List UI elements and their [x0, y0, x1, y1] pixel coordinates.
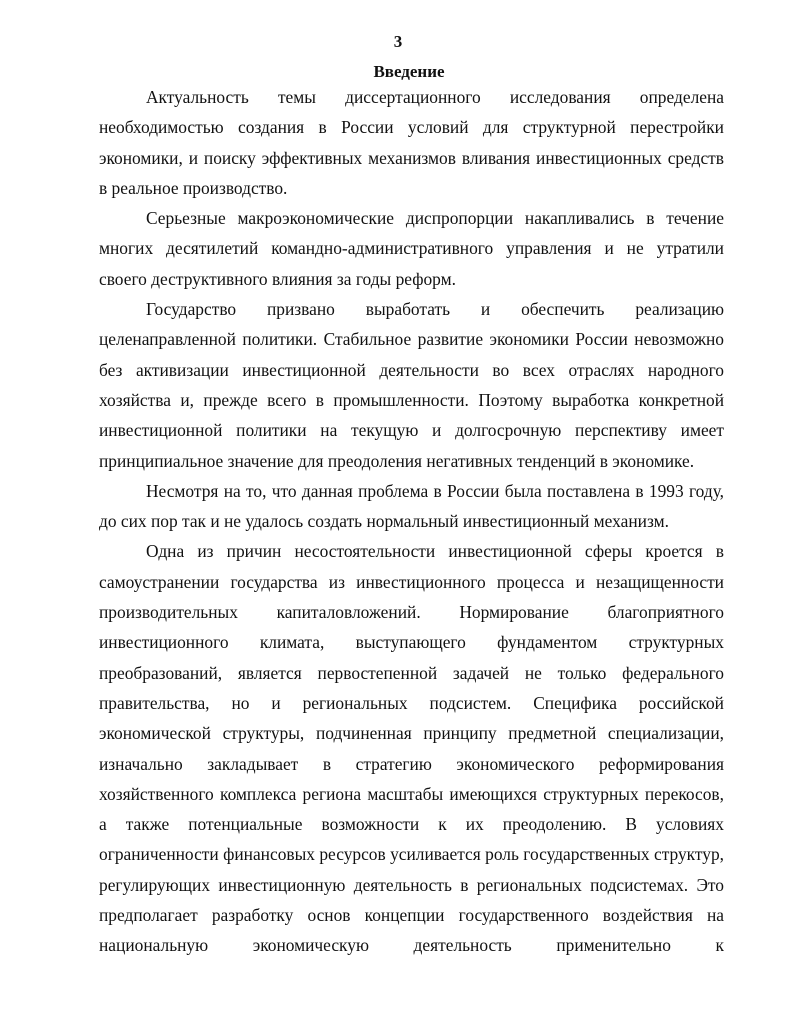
- body-text: [99, 82, 724, 961]
- paragraph-problem-1993: Несмотря на то, что данная проблема в России была поставлена в 1993 году, до сих пор так и не удалось создать нормальный инвестиционный механизм.: [99, 480, 724, 532]
- paragraph-relevance: Актуальность темы диссертационного исследования определена необходимостью создания в России условий для структурной перестройки экономики, и поиску эффективных механизмов вливания инвестиционных средств в реальное производство.: [99, 87, 724, 198]
- paragraph-state-policy: Государство призвано выработать и обеспечить реализацию целенаправленной политики. Стабильное развитие экономики России невозможно без активизации инвестиционной деятельности во всех отраслях народного хозяйства и, прежде всего в промышленности. Поэтому выработка конкретной инвестиционной политики на текущую и долгосрочную перспективу имеет принципиальное значение для преодоления негативных тенденций в экономике.: [99, 299, 724, 471]
- paragraph-investment-sphere: Одна из причин несостоятельности инвестиционной сферы кроется в самоустранении государства из инвестиционного процесса и незащищенности производительных капиталовложений. Нормирование благоприятного инвестиционного климата, выступающего фундаментом структурных преобразований, является первостепенной задачей не только федерального правительства, но и региональных подсистем. Специфика российской экономической структуры, подчиненная принципу предметной специализации, изначально закладывает в стратегию экономического реформирования хозяйственного комплекса региона масштабы имеющихся структурных перекосов, а также потенциальные возможности к их преодолению. В условиях ограниченности финансовых ресурсов усиливается роль государственных структур, регулирующих инвестиционную деятельность в региональных подсистемах. Это предполагает разработку основ концепции государственного воздействия на национальную экономическую деятельность применительно к: [99, 541, 724, 956]
- paragraph-disproportions: Серьезные макроэкономические диспропорции накапливались в течение многих десятилетий командно-административного управления и не утратили своего деструктивного влияния за годы реформ.: [99, 208, 724, 289]
- page-number: 3: [393, 32, 403, 51]
- page-title: Введение: [373, 62, 445, 81]
